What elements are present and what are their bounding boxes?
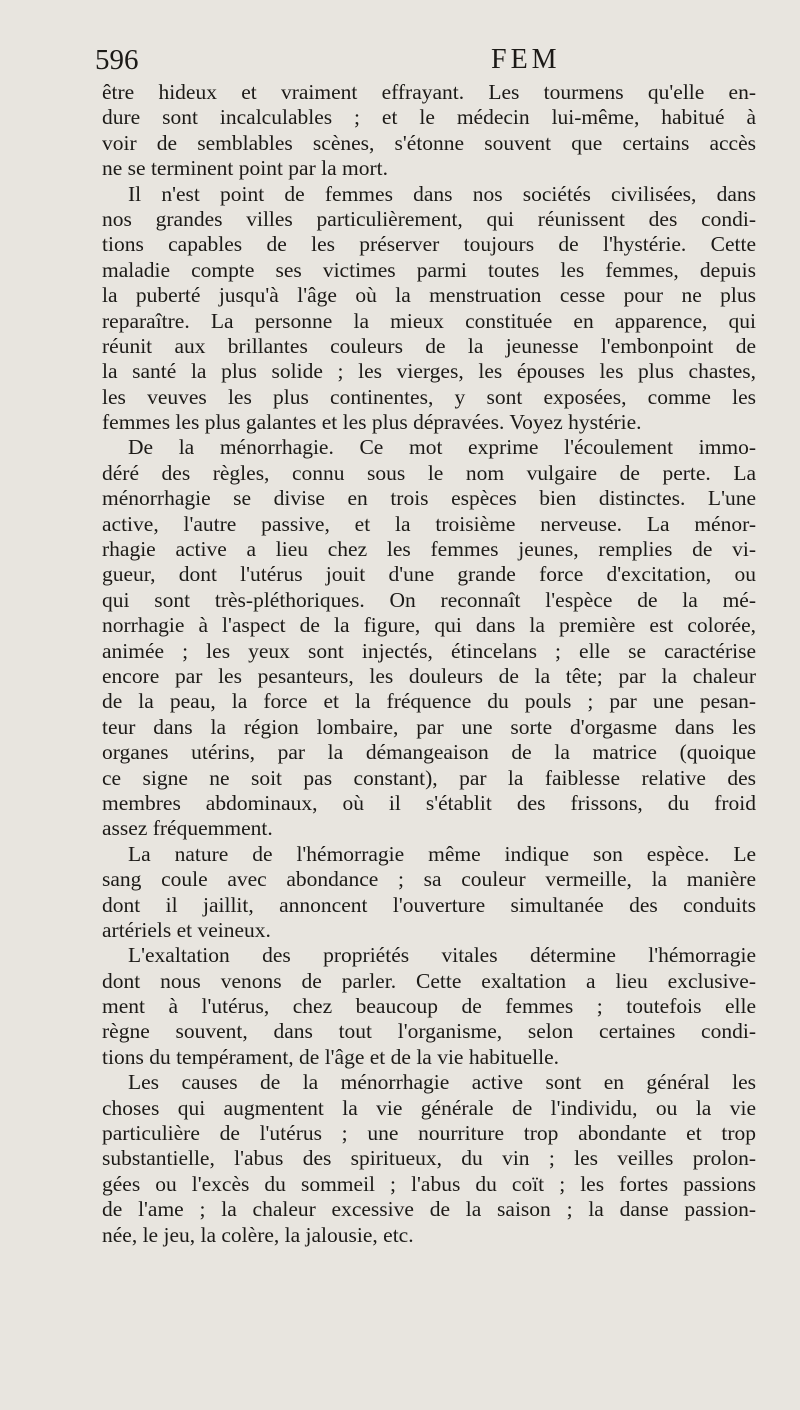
body-text — [102, 80, 756, 1248]
text-line: teur dans la région lombaire, par une sorte d'orgasme dans les — [102, 714, 756, 739]
text-line: maladie compte ses victimes parmi toutes les femmes, depuis — [102, 257, 756, 282]
text-line: ménorrhagie se divise en trois espèces bien distinctes. L'une — [102, 486, 756, 511]
text-line: De la ménorrhagie. Ce mot exprime l'écoulement immo- — [128, 435, 756, 460]
text-line: voir de semblables scènes, s'étonne souvent que certains accès — [102, 130, 756, 155]
text-line: gueur, dont l'utérus jouit d'une grande force d'excitation, ou — [102, 562, 756, 587]
text-line: sang coule avec abondance ; sa couleur vermeille, la manière — [102, 867, 756, 892]
text-line: active, l'autre passive, et la troisième nerveuse. La ménor- — [102, 511, 756, 536]
text-line: les veuves les plus continentes, y sont exposées, comme les — [102, 384, 756, 409]
text-line: assez fréquemment. — [102, 816, 273, 841]
running-head: FEM — [491, 44, 561, 75]
text-line: choses qui augmentent la vie générale de l'individu, ou la vie — [102, 1095, 756, 1120]
text-line: déré des règles, connu sous le nom vulgaire de perte. La — [102, 460, 756, 485]
text-line: dont il jaillit, annoncent l'ouverture simultanée des conduits — [102, 892, 756, 917]
text-line: dure sont incalculables ; et le médecin lui-même, habitué à — [102, 105, 756, 130]
text-line: la santé la plus solide ; les vierges, les épouses les plus chastes, — [102, 359, 756, 384]
page-number: 596 — [95, 44, 139, 76]
text-line: animée ; les yeux sont injectés, étincelans ; elle se caractérise — [102, 638, 756, 663]
text-line: femmes les plus galantes et les plus dépravées. Voyez hystérie. — [102, 410, 642, 435]
text-line: L'exaltation des propriétés vitales détermine l'hémorragie — [128, 943, 756, 968]
text-line: Il n'est point de femmes dans nos sociétés civilisées, dans — [128, 181, 756, 206]
text-line: la puberté jusqu'à l'âge où la menstruation cesse pour ne plus — [102, 283, 756, 308]
text-line: règne souvent, dans tout l'organisme, selon certaines condi- — [102, 1019, 756, 1044]
text-line: encore par les pesanteurs, les douleurs de la tête; par la chaleur — [102, 663, 756, 688]
text-line: rhagie active a lieu chez les femmes jeunes, remplies de vi- — [102, 537, 756, 562]
text-line: organes utérins, par la démangeaison de la matrice (quoique — [102, 740, 756, 765]
text-line: réunit aux brillantes couleurs de la jeunesse l'embonpoint de — [102, 333, 756, 358]
text-line: être hideux et vraiment effrayant. Les tourmens qu'elle en- — [102, 80, 756, 104]
text-line: qui sont très-pléthoriques. On reconnaît l'espèce de la mé- — [102, 587, 756, 612]
text-line: ne se terminent point par la mort. — [102, 156, 388, 181]
text-line: dont nous venons de parler. Cette exaltation a lieu exclusive- — [102, 968, 756, 993]
text-line: gées ou l'excès du sommeil ; l'abus du coït ; les fortes passions — [102, 1171, 756, 1196]
text-line: de la peau, la force et la fréquence du pouls ; par une pesan- — [102, 689, 756, 714]
text-line: La nature de l'hémorragie même indique son espèce. Le — [128, 841, 756, 866]
text-line: ment à l'utérus, chez beaucoup de femmes ; toutefois elle — [102, 994, 756, 1019]
text-line: née, le jeu, la colère, la jalousie, etc. — [102, 1222, 414, 1247]
text-line: membres abdominaux, où il s'établit des frissons, du froid — [102, 790, 756, 815]
text-line: nos grandes villes particulièrement, qui réunissent des condi- — [102, 206, 756, 231]
text-line: tions capables de les préserver toujours de l'hystérie. Cette — [102, 232, 756, 257]
text-line: Les causes de la ménorrhagie active sont en général les — [128, 1070, 756, 1095]
page-header — [95, 42, 775, 82]
text-line: norrhagie à l'aspect de la figure, qui dans la première est colorée, — [102, 613, 756, 638]
text-line: tions du tempérament, de l'âge et de la vie habituelle. — [102, 1044, 560, 1069]
text-line: substantielle, l'abus des spiritueux, du vin ; les veilles prolon- — [102, 1146, 756, 1171]
text-line: ce signe ne soit pas constant), par la faiblesse relative des — [102, 765, 756, 790]
text-line: reparaître. La personne la mieux constituée en apparence, qui — [102, 308, 756, 333]
text-line: artériels et veineux. — [102, 917, 271, 942]
text-line: particulière de l'utérus ; une nourriture trop abondante et trop — [102, 1121, 756, 1146]
text-line: de l'ame ; la chaleur excessive de la saison ; la danse passion- — [102, 1197, 756, 1222]
